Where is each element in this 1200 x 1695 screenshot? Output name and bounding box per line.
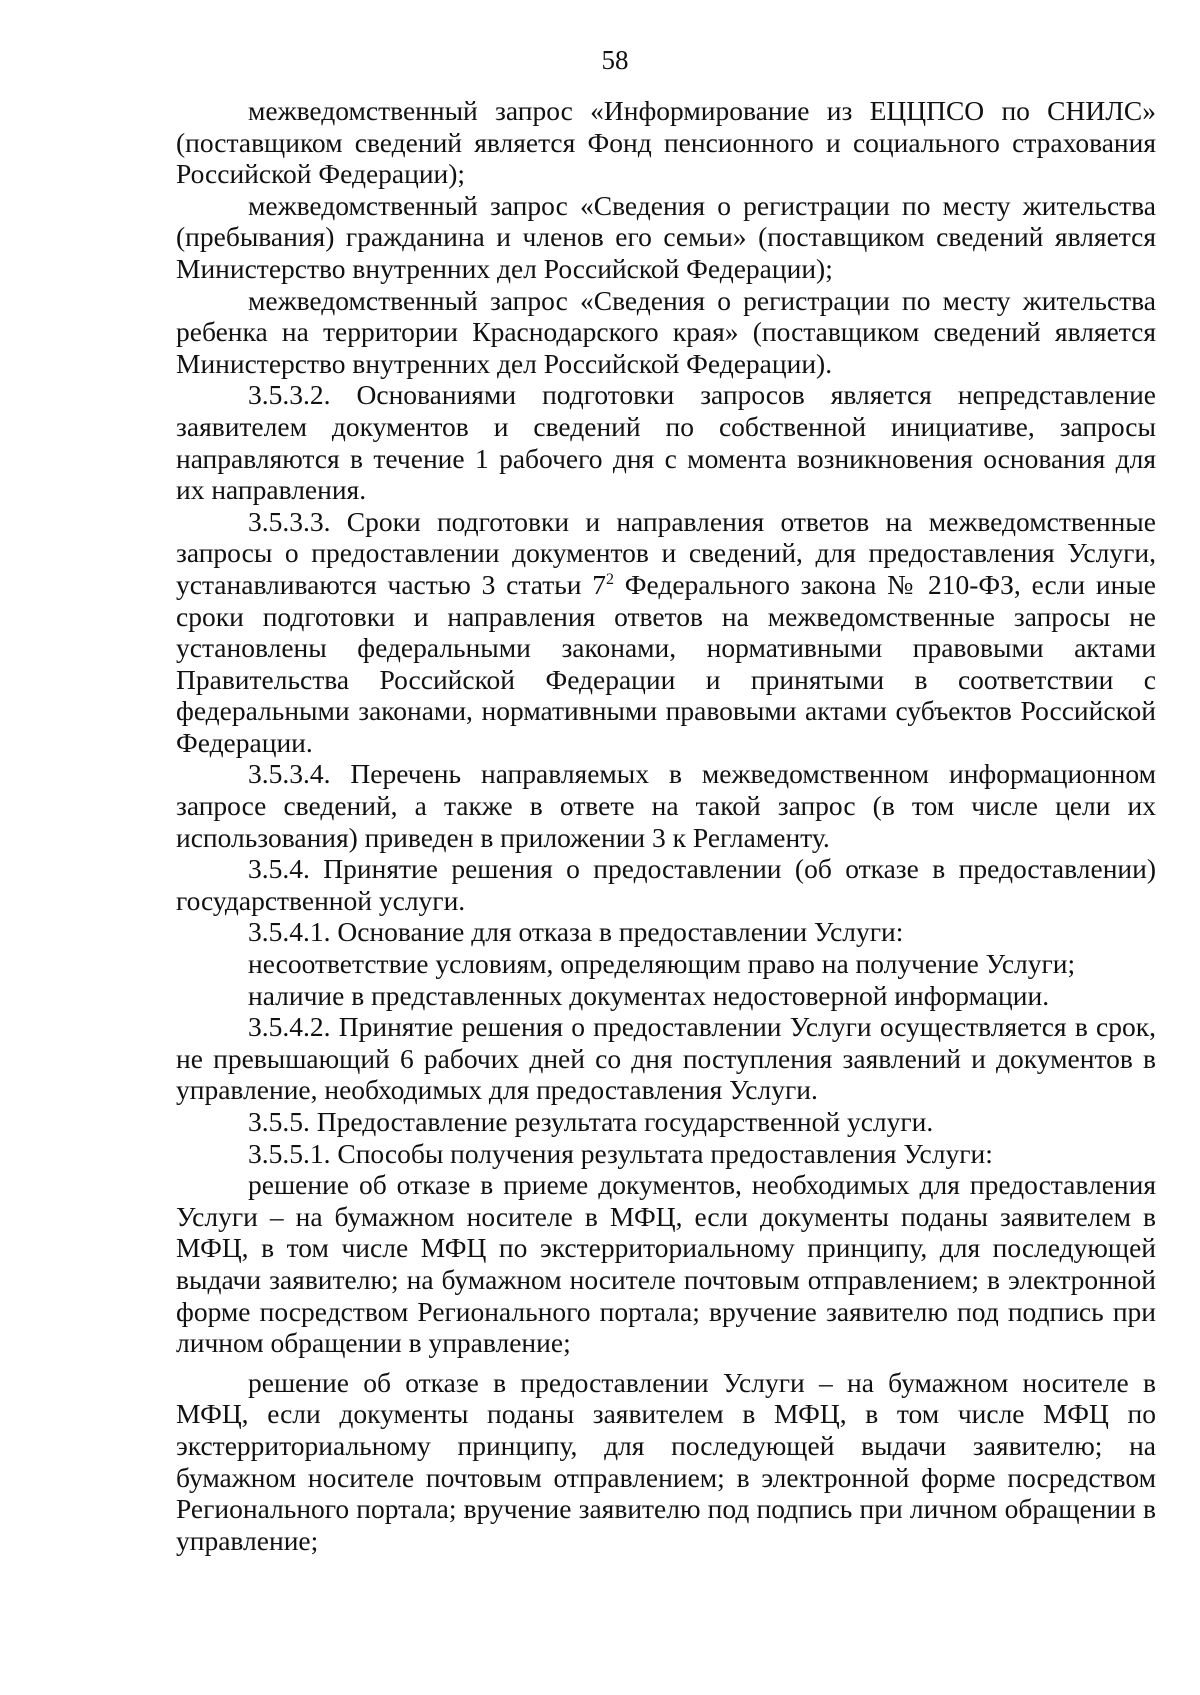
paragraph-text: Федерального закона № 210-ФЗ, если иные сроки подготовки и направления ответов на межведомственные запросы не установлены федеральными законами, нормативными правовыми актами Правительства Российской Федерации и принятыми в соответствии с федеральными законами, нормативными правовыми актами субъектов Российской Федерации. [176, 568, 1157, 758]
paragraph: 3.5.5. Предоставление результата государственной услуги. [248, 1106, 934, 1137]
paragraph: 3.5.4.1. Основание для отказа в предоставлении Услуги: [248, 916, 904, 948]
paragraph: межведомственный запрос «Сведения о регистрации по месту жительства ребенка на территории Краснодарского края» (поставщиком сведений является Министерство внутренних дел Российской Федерации). [176, 284, 1156, 379]
paragraph: межведомственный запрос «Информирование из ЕЦЦПСО по СНИЛС» (поставщиком сведений является Фонд пенсионного и социального страхования Российской Федерации); [176, 95, 1156, 190]
paragraph: наличие в представленных документах недостоверной информации. [248, 979, 1050, 1011]
paragraph: решение об отказе в приеме документов, необходимых для предоставления Услуги – на бумажном носителе в МФЦ, если документы поданы заявителем в МФЦ, в том числе МФЦ по экстерриториальному принципу, для последующей выдачи заявителю; на бумажном носителе почтовым отправлением; в электронной форме посредством Регионального портала; вручение заявителю под подпись при личном обращении в управление; [176, 1169, 1156, 1359]
paragraph: 3.5.4.2. Принятие решения о предоставлении Услуги осуществляется в срок, не превышающий 6 рабочих дней со дня поступления заявлений и документов в управление, необходимых для предоставления Услуги. [176, 1011, 1156, 1106]
superscript: 2 [606, 570, 615, 588]
paragraph-text: 3.5.3.3. Сроки подготовки и направления ответов на межведомственные запросы о предоставлении документов и сведений, для предоставления Услуги, устанавливаются частью 3 статьи 7 [176, 505, 1156, 600]
paragraph-with-superscript [176, 506, 1156, 759]
paragraph: несоответствие условиям, определяющим право на получение Услуги; [248, 948, 1076, 980]
paragraph: межведомственный запрос «Сведения о регистрации по месту жительства (пребывания) гражданина и членов его семьи» (поставщиком сведений является Министерство внутренних дел Российской Федерации); [176, 189, 1156, 284]
paragraph: 3.5.5.1. Способы получения результата предоставления Услуги: [248, 1137, 993, 1169]
paragraph: 3.5.3.2. Основаниями подготовки запросов является непредставление заявителем документов и сведений по собственной инициативе, запросы направляются в течение 1 рабочего дня с момента возникновения основания для их направления. [176, 379, 1156, 506]
page-number: 58 [601, 45, 629, 75]
paragraph: 3.5.3.4. Перечень направляемых в межведомственном информационном запросе сведений, а также в ответе на такой запрос (в том числе цели их использования) приведен в приложении 3 к Регламенту. [176, 758, 1156, 853]
document-body [176, 95, 1156, 1556]
paragraph: 3.5.4. Принятие решения о предоставлении (об отказе в предоставлении) государственной услуги. [176, 853, 1156, 916]
paragraph: решение об отказе в предоставлении Услуги – на бумажном носителе в МФЦ, если документы поданы заявителем в МФЦ, в том числе МФЦ по экстерриториальному принципу, для последующей выдачи заявителю; на бумажном носителе почтовым отправлением; в электронной форме посредством Регионального портала; вручение заявителю под подпись при личном обращении в управление; [176, 1366, 1156, 1556]
